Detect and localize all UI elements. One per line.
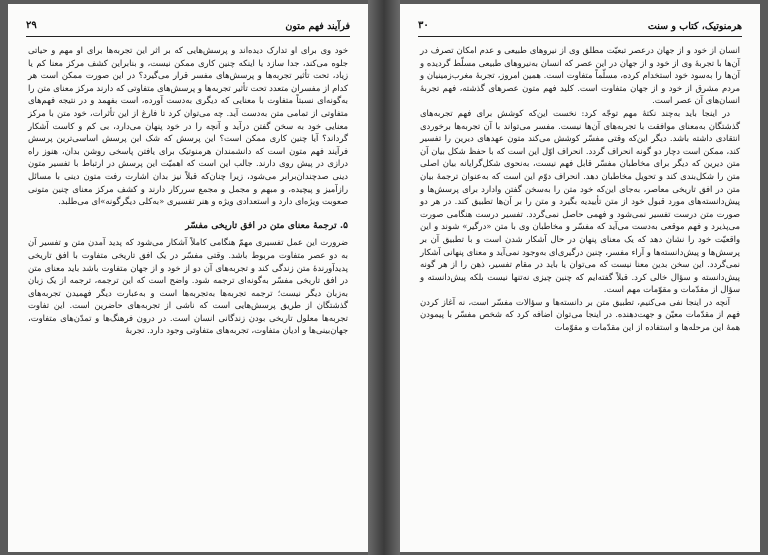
paragraph: آنچه در اینجا نفی می‌کنیم، تطبیق متن بر دانسته‌ها و سؤالات مفسّر است، نه آغاز کردن فهم از مقدّمات معیّن و جهت‌دهنده. در اینجا می‌توان اضافه کرد که شخص مفسّر با پیمودن همهٔ این مرحله‌ها و استفاده از این مقدّمات و مقوّمات	[420, 296, 740, 333]
section-heading: ۵. ترجمهٔ معنای متن در افق تاریخی مفسّر	[185, 219, 348, 231]
page-number: ۲۹	[26, 20, 37, 31]
page-body	[420, 44, 740, 542]
page-number: ۳۰	[418, 20, 429, 31]
paragraph: در اینجا باید به‌چند نکتهٔ مهم توجّه کرد: نخست این‌که کوشش برای فهم تجربه‌های گذشتگان به‌معنای موافقت با تجربه‌های آن‌ها نیست. مفسر می‌تواند با آن تجربه‌ها برخوردی انتقادی داشته باشد. دیگر این‌که وقتی مفسّر کوشش می‌کند متون عهدهای دیرین را تفسیر کند، ممکن است دچار دو گونه انحراف گردد. انحراف اوّل این است که با حفظ شکل بیان آن متن دیرین که دیگر برای مخاطبان مفسّر قابل فهم نیست، به‌نحوی شکل‌گرایانه بیان اصلی متن را شکل‌بندی کند و تحویل مخاطبان دهد. انحراف دوّم این است که به‌عنوان ترجمهٔ بیان متن در افق تاریخی معاصر، به‌جای این‌که خود متن را به‌سخن گفتن وادارد برای پرسش‌ها و پیش‌دانسته‌های مورد قبول خود از متن تأییدیه بگیرد و متن را بر آن‌ها تطبیق کند. در هر دو صورت متن درست تفسیر نمی‌شود و فهمی حاصل نمی‌گردد. تفسیر درست هنگامی صورت می‌پذیرد و فهم موقعی به‌دست می‌آید که مفسّر و مخاطبان وی با متن «درگیر» شوند و این واقعیّت خود را نشان دهد که یک معنای پنهان در حال آشکار شدن است و با تطبیق آن بر پرسش‌ها و پیش‌دانسته‌ها و آراء مفسر، چنین درگیری‌ای به‌وجود نمی‌آید و معنای پنهانی آشکار نمی‌گردد. این سخن بدین معنا نیست که می‌توان یا باید در مقام تفسیر، ذهن را از هر گونه پیش‌دانسته و سؤال خالی کرد. قبلاً گفته‌ایم که چنین چیزی نه‌تنها نیست بلکه پیش‌دانسته و سؤال از مقدّمات و مقوّمات مهم است.	[420, 107, 740, 295]
page-body	[28, 44, 348, 542]
book-spine	[368, 0, 400, 555]
running-header	[418, 20, 742, 37]
left-page	[8, 4, 368, 552]
running-title: فرآیند فهم متون	[285, 21, 350, 32]
right-page	[400, 4, 760, 552]
running-title: هرمنوتیک، کتاب و سنت	[647, 21, 742, 32]
running-header	[26, 20, 350, 37]
paragraph: انسان از خود و از جهان درعصر تبعیّت مطلق وی از نیروهای طبیعی و عدم امکان تصرف در آن‌ها با تجربهٔ وی از خود و از جهان در این عصر که انسان به‌نیروهای طبیعی مسلّط گردیده و آن‌ها را به‌سود خود استخدام کرده، مسلّماً متفاوت است. همین امروز، تجربهٔ مغرب‌زمینیان و مردم مشرق از خود و از جهان متفاوت است. کلید فهم متون عصرهای گذشته، فهم تجربهٔ انسان‌های آن عصر است.	[420, 45, 740, 106]
paragraph: ضرورت این عمل تفسیری مهمّ هنگامی کاملاً آشکار می‌شود که پدید آمدن متن و تفسیر آن به دو عصر متفاوت مربوط باشد. وقتی مفسّر در یک افق تاریخی متفاوت با افق تاریخی پدیدآورندهٔ متن زندگی کند و تجربه‌های آن دو از خود و از جهان متفاوت باشد باید معنای متن در افق تاریخی مفسّر به‌گونه‌ای ترجمه شود. واضح است که این ترجمه، ترجمه از یک زبان به‌زبان دیگر نیست؛ ترجمه تجربه‌ها به‌تجربه‌ها است و به‌عبارت دیگر فهمیدن تجربه‌های گذشتگان از طریق پرسش‌هایی است که ناشی از تجربه‌های حاضرین است. این تفاوت تجربه‌ها معلول تاریخی بودن زندگانی انسان است. در درون فرهنگ‌ها و تمدّن‌های متفاوت، جهان‌بینی‌ها و ادیان متفاوت، تجربه‌های متفاوتی وجود دارد. تجربهٔ	[28, 237, 348, 336]
paragraph: خود وی برای او تدارک دیده‌اند و پرسش‌هایی که بر اثر این تجربه‌ها برای او مهم و حیاتی جلوه می‌کند، جدا سازد یا اینکه چنین کاری ممکن نیست، و بنابراین کشف مرکز معنا کم یا زیاد، تحت تأثیر تجربه‌ها و پرسش‌های مفسر قرار می‌گیرد؟ در این صورت ممکن است هر کدام از مفسران متعدد تحت تأثیر تجربه‌ها و پرسش‌های متفاوتی که دارند مرکز معنای متن را به‌گونه‌ای نسبتاً متفاوت با معنایی که دیگری به‌دست آورده، است بفهمد و در نتیجه فهم‌های متفاوتی از تمامی متن به‌دست آید. چه می‌توان کرد تا فارغ از این تأثرات، خود متن با مرکز معنایی خود به سخن گفتن درآید و آنچه را در خود پنهان می‌دارد، بی کم و کاست آشکار گرداند؟ آیا چنین کاری ممکن است؟ این پرسش که شک این پرسش اساسی‌ترین پرسش فرآیند فهم متون است که دانشمندان هرمنوتیک برای یافتن پاسخی روشن بدان، هنوز راه درازی در پیش روی دارند. جالب این است که اهمیّت این پرسش در ارتباط با تفسیر متون دینی صدچندان‌برابر می‌شود، زیرا چنان‌که قبلاً نیز بدان اشارت رفت متون دینی با مسائل رازآمیز و پیچیده، و مبهم و مجمل و مجمع سررکار دارند و کشف مرکز معنای چنین متونی صعوبت ویژه‌ای دارد و استعدادی ویژه و هنر تفسیری «به‌کلی دیگرگونه»ای می‌طلبد.	[28, 45, 348, 207]
